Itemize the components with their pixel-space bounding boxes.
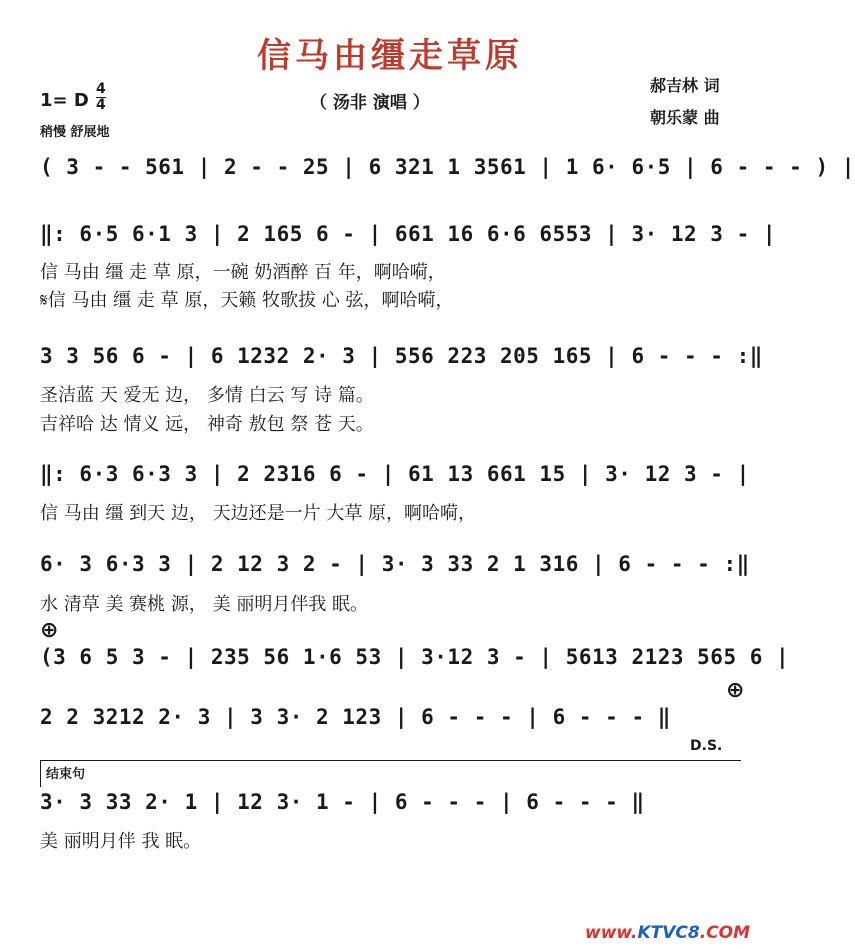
notation-line: 2 2 3212 2· 3 | 3 3· 2 123 | 6 - - - | 6 - - - ‖ (40, 705, 671, 729)
notation-line: ‖: 6·3 6·3 3 | 2 2316 6 - | 61 13 661 15 | 3· 12 3 - | (40, 462, 750, 486)
lyric-line: 圣洁蓝 天 爱无 边， 多情 白云 写 诗 篇。 (40, 385, 374, 406)
composer-credit: 朝乐蒙 曲 (650, 108, 720, 127)
notation-line: 3 3 56 6 - | 6 1232 2· 3 | 556 223 205 165 | 6 - - - :‖ (40, 344, 763, 368)
coda-sign-icon: ⊕ (726, 678, 745, 703)
notation-line: 3· 3 33 2· 1 | 12 3· 1 - | 6 - - - | 6 - - - ‖ (40, 790, 645, 814)
notation-line: ‖: 6·5 6·1 3 | 2 165 6 - | 661 16 6·6 6553 | 3· 12 3 - | (40, 222, 777, 246)
notation-line: (3 6 5 3 - | 235 56 1·6 53 | 3·12 3 - | 5613 2123 565 6 | (40, 645, 790, 669)
dal-segno-marking: D.S. (690, 738, 723, 754)
lyric-line: 信 马由 缰 到天 边， 天边还是一片 大草 原，啊哈嗬， (40, 503, 477, 524)
site-watermark: www.KTVC8.COM (585, 923, 751, 943)
lyric-line: 美 丽明月伴 我 眠。 (40, 831, 202, 852)
singer-credit: （ 汤非 演唱 ） (310, 93, 430, 113)
ending-label: 结束句 (46, 767, 86, 782)
lyric-line: 信 马由 缰 走 草 原，一碗 奶酒醉 百 年，啊哈嗬， (40, 262, 446, 283)
coda-sign-icon: ⊕ (40, 618, 59, 643)
time-signature-top: 4 (96, 81, 106, 97)
notation-line: 6· 3 6·3 3 | 2 12 3 2 - | 3· 3 33 2 1 316 | 6 - - - :‖ (40, 552, 750, 576)
time-signature (96, 82, 106, 113)
lyric-line: 吉祥哈 达 情义 远， 神奇 敖包 祭 苍 天。 (40, 414, 374, 435)
tempo-marking: 稍慢 舒展地 (40, 125, 110, 140)
lyricist-credit: 郝吉林 词 (650, 76, 720, 95)
song-title: 信马由缰走草原 (257, 36, 523, 76)
lyric-line: 水 清草 美 赛桃 源， 美 丽明月伴我 眠。 (40, 594, 369, 615)
lyric-line: 𝄋信 马由 缰 走 草 原，天籁 牧歌拔 心 弦，啊哈嗬， (40, 290, 454, 311)
notation-line: ( 3 - - 561 | 2 - - 25 | 6 321 1 3561 | 1 6· 6·5 | 6 - - - ) | (40, 155, 855, 179)
key-signature: 1= D (40, 90, 89, 111)
ending-bracket (40, 760, 741, 787)
time-signature-bottom: 4 (96, 97, 106, 113)
